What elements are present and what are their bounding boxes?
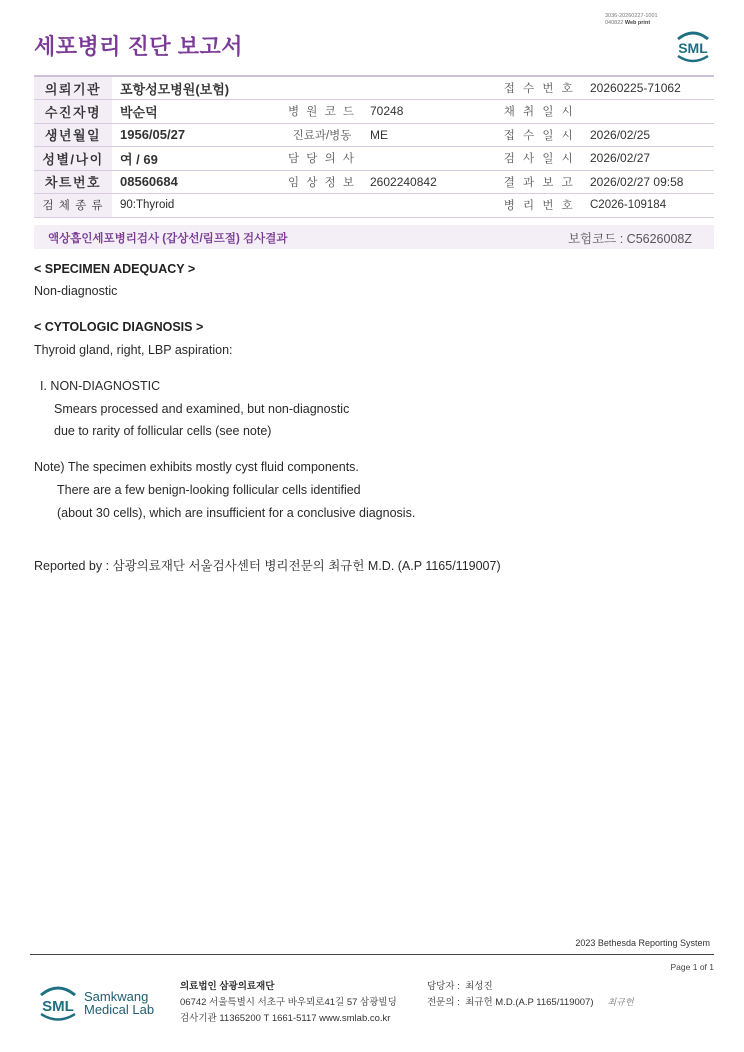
diagnosis-detail: due to rarity of follicular cells (see note) xyxy=(54,424,272,438)
value-doctor xyxy=(362,147,497,171)
specialist-name: 최규헌 M.D.(A.P 1165/119007) xyxy=(465,997,594,1008)
note-line: (about 30 cells), which are insufficient for a conclusive diagnosis. xyxy=(57,506,416,520)
value-clinical-info: 2602240842 xyxy=(362,170,497,194)
value-birth-date: 1956/05/27 xyxy=(112,123,282,147)
info-row xyxy=(34,100,714,124)
value-test-date: 2026/02/27 xyxy=(582,147,714,171)
info-row xyxy=(34,194,714,218)
label-hospital-code: 병 원 코 드 xyxy=(282,100,362,124)
value-chart-number: 08560684 xyxy=(112,170,282,194)
report-code xyxy=(605,13,658,26)
diagnosis-header: < CYTOLOGIC DIAGNOSIS > xyxy=(34,320,204,334)
diagnosis-category: I. NON-DIAGNOSTIC xyxy=(40,379,161,393)
test-name: 액상흡인세포병리검사 (갑상선/림프절) 검사결과 xyxy=(48,233,288,245)
label-pathology-number: 병 리 번 호 xyxy=(497,194,582,218)
value-patient-name: 박순덕 xyxy=(112,100,282,124)
org-name: 의료법인 삼광의료재단 xyxy=(180,981,275,992)
info-row xyxy=(34,170,714,194)
adequacy-header: < SPECIMEN ADEQUACY > xyxy=(34,262,196,276)
note-line: There are a few benign-looking follicular cells identified xyxy=(57,483,361,497)
label-collection-date: 채 취 일 시 xyxy=(497,100,582,124)
value-specimen-type: 90:Thyroid xyxy=(112,194,282,218)
label-test-date: 검 사 일 시 xyxy=(497,147,582,171)
brand-name: Samkwang Medical Lab xyxy=(84,989,155,1017)
staff-name: 최성진 xyxy=(465,981,493,992)
svg-text:SML: SML xyxy=(42,998,74,1015)
org-address: 06742 서울특별시 서초구 바우뫼로41길 57 삼광빌딩 xyxy=(180,997,397,1008)
svg-text:SML: SML xyxy=(678,40,708,56)
value-result-report: 2026/02/27 09:58 xyxy=(582,170,714,194)
value-pathology-number: C2026-109184 xyxy=(582,194,714,218)
label-chart-number: 차트번호 xyxy=(34,170,112,194)
org-info xyxy=(180,979,397,1027)
value-sex-age: 여 / 69 xyxy=(112,147,282,171)
report-code-line1: 3036-20260227-1001 xyxy=(605,13,658,19)
reported-by: Reported by : 삼광의료재단 서울검사센터 병리전문의 최규헌 M.D. (A.P 1165/119007) xyxy=(34,559,501,573)
label-result-report: 결 과 보 고 xyxy=(497,170,582,194)
label-specimen-type: 검 체 종 류 xyxy=(34,194,112,218)
info-row xyxy=(34,76,714,100)
label-receipt-number: 접 수 번 호 xyxy=(497,76,582,100)
patient-info-table xyxy=(34,75,714,218)
value-requesting-org: 포항성모병원(보험) xyxy=(112,76,282,100)
insurance-code: 보험코드 : C5626008Z xyxy=(567,232,692,246)
label-patient-name: 수진자명 xyxy=(34,100,112,124)
staff-label: 담당자 : xyxy=(427,981,460,992)
specialist-label: 전문의 : xyxy=(427,997,460,1008)
page-title: 세포병리 진단 보고서 xyxy=(34,34,243,59)
info-row xyxy=(34,147,714,171)
value-hospital-code: 70248 xyxy=(362,100,497,124)
signature: 최규헌 xyxy=(607,998,634,1008)
specimen-site: Thyroid gland, right, LBP aspiration: xyxy=(34,343,233,357)
label-birth-date: 생년월일 xyxy=(34,123,112,147)
test-header-bar xyxy=(34,225,714,249)
label-requesting-org: 의뢰기관 xyxy=(34,76,112,100)
label-clinical-info: 임 상 정 보 xyxy=(282,170,362,194)
info-row xyxy=(34,123,714,147)
sml-logo-icon xyxy=(36,983,80,1023)
value-collection-date xyxy=(582,100,714,124)
sml-logo-icon xyxy=(672,28,714,64)
reporting-system: 2023 Bethesda Reporting System xyxy=(575,938,710,948)
report-code-line2: 040822 Web print xyxy=(605,19,651,26)
label-sex-age: 성별/나이 xyxy=(34,147,112,171)
org-contact: 검사기관 11365200 T 1661-5117 www.smlab.co.kr xyxy=(180,1013,391,1024)
page-number: Page 1 of 1 xyxy=(670,962,714,972)
adequacy-value: Non-diagnostic xyxy=(34,284,118,298)
diagnosis-detail: Smears processed and examined, but non-diagnostic xyxy=(54,402,350,416)
label-department: 진료과/병동 xyxy=(282,123,362,147)
value-receipt-date: 2026/02/25 xyxy=(582,123,714,147)
footer-divider xyxy=(30,954,714,955)
value-receipt-number: 20260225-71062 xyxy=(582,76,714,100)
note-line: Note) The specimen exhibits mostly cyst fluid components. xyxy=(34,460,359,474)
label-doctor: 담 당 의 사 xyxy=(282,147,362,171)
staff-info xyxy=(427,979,634,1011)
value-department: ME xyxy=(362,123,497,147)
label-receipt-date: 접 수 일 시 xyxy=(497,123,582,147)
